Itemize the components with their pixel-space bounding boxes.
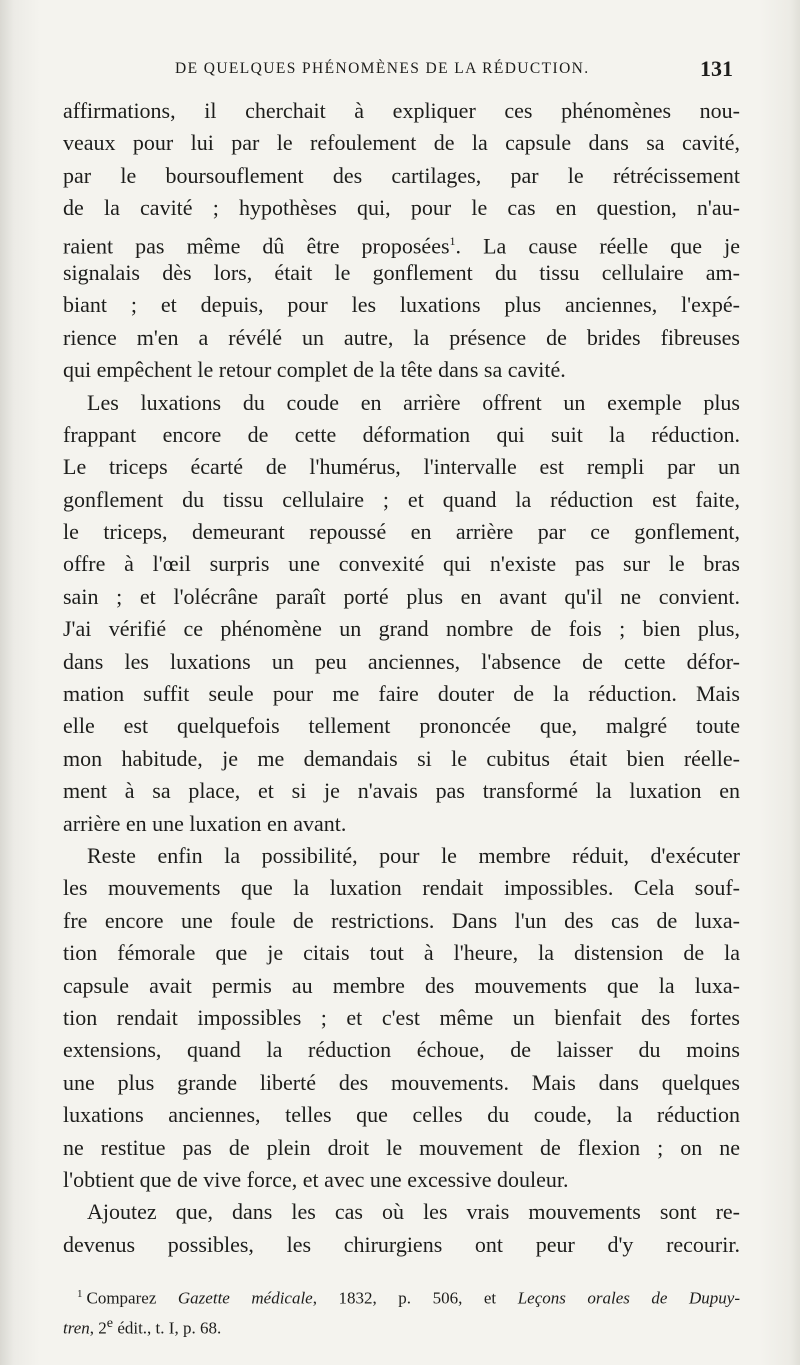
text-line: fre encore une foule de restrictions. Dans l'un des cas de luxa-: [63, 907, 740, 933]
footnotes: [63, 1282, 740, 1340]
text-line: tion rendait impossibles ; et c'est même un bienfait des fortes: [63, 1004, 740, 1030]
text-line: Les luxations du coude en arrière offrent un exemple plus: [87, 389, 740, 415]
text-line: Le triceps écarté de l'humérus, l'intervalle est rempli par un: [63, 454, 740, 480]
text-line: le triceps, demeurant repoussé en arrière par ce gonflement,: [63, 519, 740, 545]
footnote-text: , 2: [89, 1318, 107, 1338]
text-line: biant ; et depuis, pour les luxations plus anciennes, l'expé-: [63, 292, 740, 318]
text-line: affirmations, il cherchait à expliquer ces phénomènes nou-: [63, 98, 740, 123]
footnote-text: édit., t. I, p. 68.: [113, 1318, 222, 1338]
text-line: frappant encore de cette déformation qui suit la réduction.: [63, 421, 740, 447]
text-line: sain ; et l'olécrâne paraît porté plus en avant qu'il ne convient.: [63, 583, 740, 609]
text-line: par le boursouflement des cartilages, par le rétrécissement: [63, 162, 740, 188]
text-line: arrière en une luxation en avant.: [63, 810, 347, 836]
running-title: DE QUELQUES PHÉNOMÈNES DE LA RÉDUCTION.: [175, 60, 590, 77]
text-line: une plus grande liberté des mouvements. Mais dans quelques: [63, 1069, 740, 1095]
text-line: signalais dès lors, était le gonflement du tissu cellulaire am-: [63, 259, 740, 285]
text-line: mon habitude, je me demandais si le cubitus était bien réelle-: [63, 745, 740, 771]
footnote-text: , 1832, p. 506, et: [312, 1288, 518, 1308]
footnote-line: [63, 1311, 740, 1341]
text-line: qui empêchent le retour complet de la tête dans sa cavité.: [63, 357, 566, 383]
running-head: [0, 56, 800, 86]
text-line: ne restitue pas de plein droit le mouvement de flexion ; on ne: [63, 1134, 740, 1160]
text-line: [63, 225, 740, 257]
text-line: Ajoutez que, dans les cas où les vrais mouvements sont re-: [87, 1199, 740, 1225]
text-line: capsule avait permis au membre des mouvements que la luxa-: [63, 972, 740, 998]
text-line: luxations anciennes, telles que celles du coude, la réduction: [63, 1102, 740, 1128]
text-line: tion fémorale que je citais tout à l'heure, la distension de la: [63, 940, 740, 966]
text-line-end: . La cause réelle que je: [455, 232, 740, 258]
footnote-reference[interactable]: 1: [449, 233, 456, 248]
text-line: les mouvements que la luxation rendait impossibles. Cela souf-: [63, 875, 740, 901]
footnote-book-title: Leçons orales de Dupuy-: [517, 1288, 740, 1308]
text-line: offre à l'œil surpris une convexité qui n'existe pas sur le bras: [63, 551, 740, 577]
footnote-mark: 1: [77, 1288, 83, 1300]
text-line: rience m'en a révélé un autre, la présence de brides fibreuses: [63, 324, 740, 350]
text-line: devenus possibles, les chirurgiens ont peur d'y recourir.: [63, 1231, 740, 1257]
text-line: dans les luxations un peu anciennes, l'absence de cette défor-: [63, 648, 740, 674]
text-line: mation suffit seule pour me faire douter de la réduction. Mais: [63, 681, 740, 707]
text-line: elle est quelquefois tellement prononcée que, malgré toute: [63, 713, 740, 739]
footnote-text: Comparez: [86, 1288, 178, 1308]
page-number: 131: [700, 56, 733, 81]
text-line: ment à sa place, et si je n'avais pas transformé la luxation en: [63, 778, 740, 804]
text-line: Reste enfin la possibilité, pour le membre réduit, d'exécuter: [87, 842, 740, 868]
text-line: J'ai vérifié ce phénomène un grand nombre de fois ; bien plus,: [63, 616, 740, 642]
text-line: l'obtient que de vive force, et avec une excessive douleur.: [63, 1166, 569, 1192]
footnote-journal-title: Gazette médicale: [177, 1288, 313, 1308]
text-line: gonflement du tissu cellulaire ; et quand la réduction est faite,: [63, 486, 740, 512]
body-text: [63, 95, 740, 1261]
footnote-line: [63, 1282, 740, 1311]
text-line: veaux pour lui par le refoulement de la capsule dans sa cavité,: [63, 130, 740, 156]
footnote-book-title-end: tren: [63, 1318, 90, 1338]
text-line-start: raient pas même dû être proposées: [63, 232, 450, 258]
text-line: extensions, quand la réduction échoue, de laisser du moins: [63, 1037, 740, 1063]
text-line: de la cavité ; hypothèses qui, pour le cas en question, n'au-: [63, 195, 740, 221]
footnote-superscript: e: [106, 1314, 114, 1331]
